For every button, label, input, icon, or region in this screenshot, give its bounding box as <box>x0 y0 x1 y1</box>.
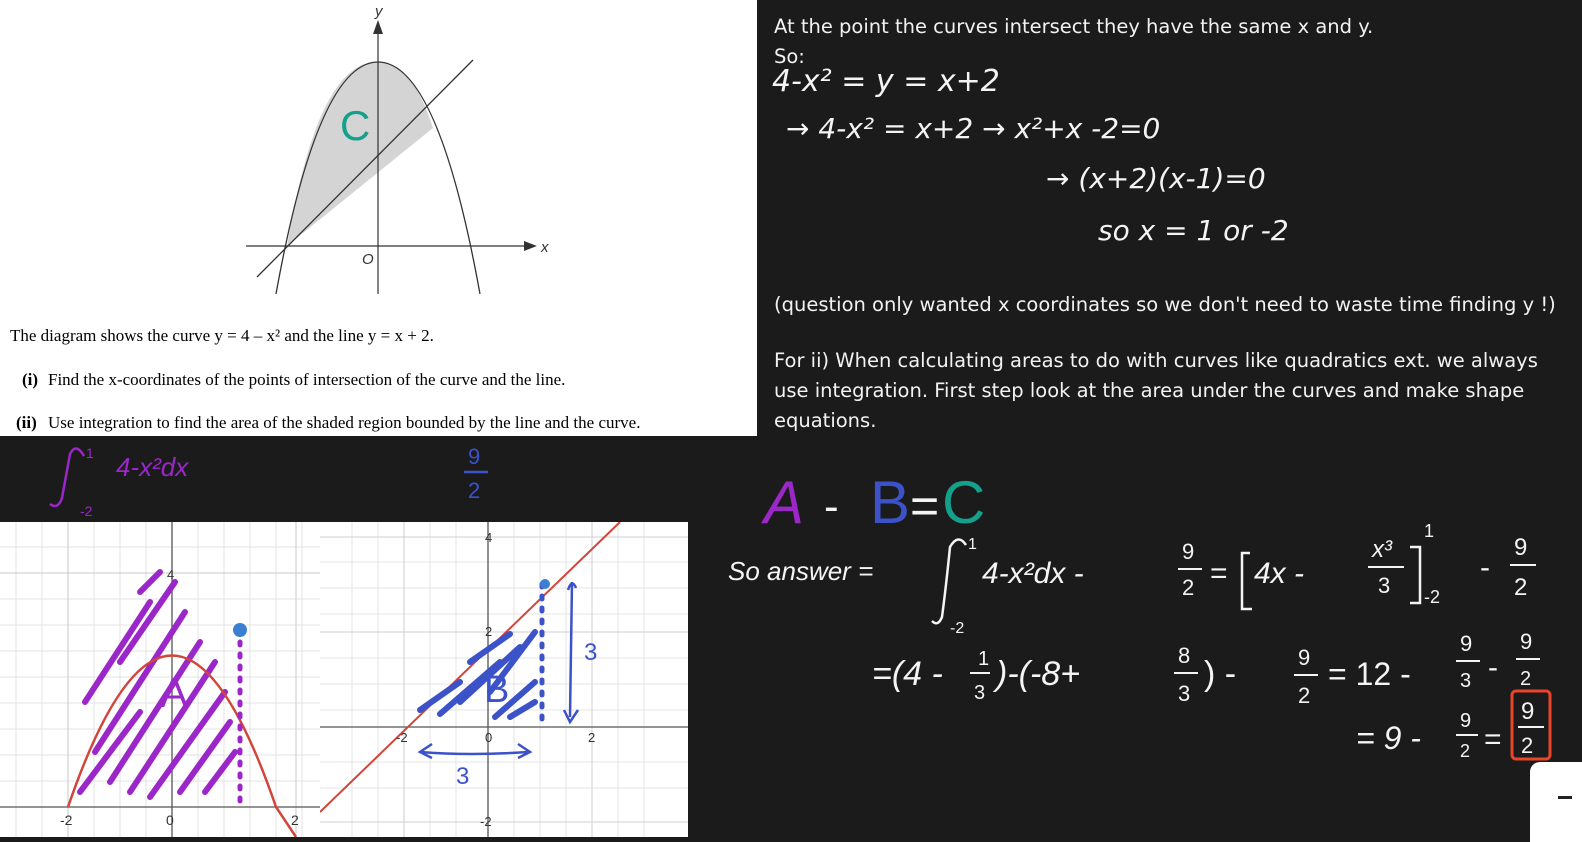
fraction-left-num: 9 <box>468 444 481 469</box>
graph-a-hatching <box>80 572 235 797</box>
x-axis-label: x <box>541 239 549 256</box>
line2-start: =(4 - <box>872 655 943 693</box>
line3-start: = 9 - <box>1356 720 1421 756</box>
origin-label: O <box>362 251 374 268</box>
x-axis-arrow <box>524 241 537 251</box>
handwritten-left-strip <box>0 436 757 526</box>
note-line-1: At the point the curves intersect they have the same x and y. <box>774 15 1374 38</box>
bracket-expr: 4x - <box>1254 557 1305 590</box>
graph-b-x-tick-2: 2 <box>588 730 596 745</box>
eq-a: A <box>764 469 805 536</box>
region-c-label: C <box>340 102 371 149</box>
third-den: 3 <box>974 682 986 704</box>
corner-card[interactable] <box>1530 762 1582 842</box>
corner-card-dash <box>1558 796 1572 799</box>
graph-b-line <box>320 522 620 812</box>
shaded-region-c <box>287 62 433 246</box>
frac2-num: 9 <box>1514 534 1528 561</box>
question-diagram <box>0 0 757 300</box>
eq-minus: - <box>824 482 839 531</box>
integral-sign-right <box>932 539 966 623</box>
question-panel <box>0 0 757 436</box>
line2-minus: - <box>1488 651 1498 684</box>
step-4: so x = 1 or -2 <box>1098 214 1289 247</box>
frac5-num: 9 <box>1520 629 1533 654</box>
integrand-right: 4-x²dx - <box>982 557 1084 590</box>
question-part-ii: Use integration to find the area of the shaded region bounded by the line and the curve. <box>48 413 641 432</box>
fraction-left-den: 2 <box>468 478 481 503</box>
question-part-i-label: (i) <box>22 370 39 389</box>
bracket-lower: -2 <box>1424 587 1441 607</box>
y-axis-arrow <box>373 20 383 34</box>
graph-b-height-label: 3 <box>584 639 598 666</box>
graph-b-hatching <box>420 632 535 717</box>
graph-a-x-tick-neg2: -2 <box>60 812 73 828</box>
graph-a-intersection-point <box>233 623 247 637</box>
graph-b-x-tick-0: 0 <box>485 730 493 745</box>
question-intro: The diagram shows the curve y = 4 – x² and the line y = x + 2. <box>10 326 434 345</box>
line2-eq: = 12 - <box>1328 656 1411 692</box>
frac6-num: 9 <box>1460 710 1472 732</box>
so-answer: So answer = <box>728 556 874 586</box>
graph-b-panel <box>320 522 688 837</box>
graph-b-width-label: 3 <box>456 763 470 790</box>
eq-sign-1: = <box>1210 557 1228 590</box>
bracket-upper: 1 <box>1424 521 1435 541</box>
eighth-den: 3 <box>1178 681 1191 706</box>
cube-num: x³ <box>1372 536 1392 563</box>
graph-a-region-label: A <box>160 669 189 716</box>
graph-b-y-tick-neg2: -2 <box>480 814 492 829</box>
bracket-right <box>1410 547 1420 603</box>
minus-end: - <box>1480 551 1490 584</box>
line3-eq: = <box>1484 723 1502 756</box>
graph-b <box>320 522 688 837</box>
step-3: → (x+2)(x-1)=0 <box>1046 162 1266 195</box>
frac4-den: 3 <box>1460 670 1472 692</box>
note-part-ii: For ii) When calculating areas to do with curves like quadratics ext. we always use integration. First step look at the area under the curves and make shape equations. <box>774 349 1538 432</box>
line2-close: ) - <box>1204 655 1237 693</box>
frac3-den: 2 <box>1298 683 1311 708</box>
graph-b-x-tick-neg2: -2 <box>396 730 408 745</box>
step-2: → 4-x² = x+2 → x²+x -2=0 <box>786 112 1161 145</box>
answer-den: 2 <box>1521 733 1534 758</box>
y-axis-label: y <box>375 3 383 20</box>
graph-a-x-tick-2: 2 <box>291 812 299 828</box>
integral-lower-left: -2 <box>80 503 93 519</box>
handwritten-working <box>720 437 1572 837</box>
question-part-ii-label: (ii) <box>16 413 37 432</box>
step-1: 4-x² = y = x+2 <box>772 64 1000 99</box>
graph-a <box>0 522 320 837</box>
bracket-left <box>1242 553 1252 609</box>
line2-mid: )-(-8+ <box>996 655 1081 693</box>
frac2-den: 2 <box>1514 574 1528 601</box>
note-line-2: So: <box>774 45 805 68</box>
frac5-den: 2 <box>1520 668 1532 690</box>
question-part-i: Find the x-coordinates of the points of intersection of the curve and the line. <box>48 370 566 389</box>
frac1-den: 2 <box>1182 575 1195 600</box>
graph-b-y-tick-2: 2 <box>485 624 493 639</box>
graph-a-y-tick-4: 4 <box>167 567 175 582</box>
frac4-num: 9 <box>1460 631 1473 656</box>
frac6-den: 2 <box>1460 741 1471 761</box>
graph-b-intersection-point <box>540 579 550 589</box>
eq-b: B <box>870 469 911 536</box>
int-lower: -2 <box>950 620 965 637</box>
graph-b-y-tick-4: 4 <box>485 530 493 545</box>
graph-a-panel <box>0 522 320 837</box>
graph-b-region-label: B <box>484 669 510 711</box>
cube-den: 3 <box>1378 573 1391 598</box>
eighth-num: 8 <box>1178 643 1191 668</box>
integral-upper-left: 1 <box>86 445 94 461</box>
note-remark: (question only wanted x coordinates so we don't need to waste time finding y !) <box>774 293 1556 316</box>
frac3-num: 9 <box>1298 645 1311 670</box>
eq-c: C <box>942 469 986 536</box>
frac1-num: 9 <box>1182 539 1195 564</box>
answer-num: 9 <box>1521 698 1535 725</box>
eq-equals: = <box>910 478 940 534</box>
int-upper: 1 <box>968 536 977 553</box>
third-num: 1 <box>978 648 990 670</box>
graph-a-x-tick-0: 0 <box>166 812 174 828</box>
integrand-left: 4-x²dx <box>116 452 189 482</box>
integral-sign-left <box>50 448 84 506</box>
